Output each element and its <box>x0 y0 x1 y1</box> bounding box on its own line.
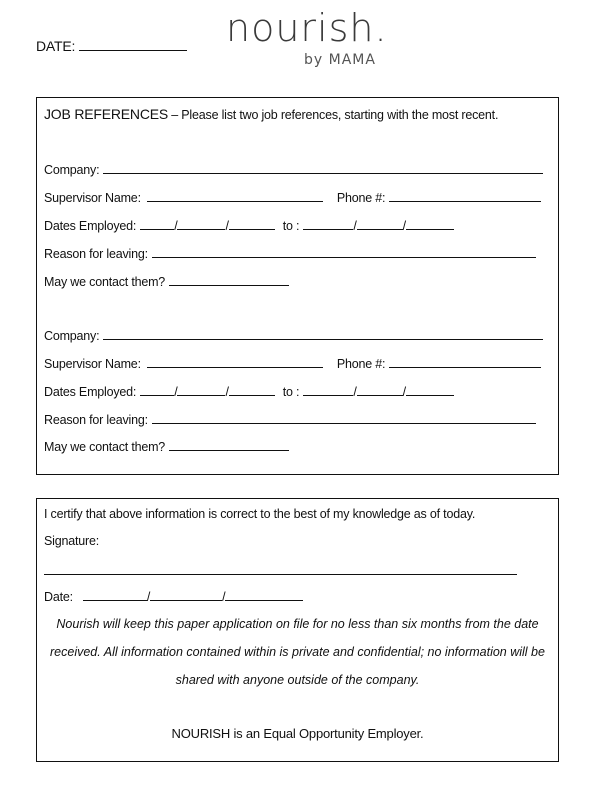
ref2-phone-field[interactable] <box>389 367 541 368</box>
ref2-supervisor-label: Supervisor Name: <box>44 357 141 371</box>
date-separator: / <box>353 385 357 399</box>
ref2-supervisor-row <box>44 357 541 371</box>
cert-date-day-field[interactable] <box>150 600 222 601</box>
date-separator: / <box>353 219 357 233</box>
ref1-phone-label: Phone #: <box>336 191 386 205</box>
ref1-end-month-field[interactable] <box>303 229 353 230</box>
ref1-company-row <box>44 163 543 177</box>
ref2-end-day-field[interactable] <box>357 395 403 396</box>
header-date-label: DATE: <box>36 38 76 54</box>
ref2-start-month-field[interactable] <box>140 395 174 396</box>
cert-date-year-field[interactable] <box>225 600 303 601</box>
ref2-supervisor-field[interactable] <box>147 367 323 368</box>
ref2-start-day-field[interactable] <box>177 395 225 396</box>
ref1-reason-row <box>44 247 536 261</box>
ref1-supervisor-row <box>44 191 541 205</box>
retention-note <box>36 610 559 694</box>
signature-label: Signature: <box>44 534 99 548</box>
ref1-contact-label: May we contact them? <box>44 275 166 289</box>
header-date-field[interactable] <box>79 50 187 51</box>
certification-statement: I certify that above information is correct to the best of my knowledge as of today. <box>44 507 476 521</box>
header-date <box>36 38 187 54</box>
ref1-contact-field[interactable] <box>169 285 289 286</box>
date-separator: / <box>174 219 178 233</box>
ref2-start-year-field[interactable] <box>229 395 275 396</box>
retention-note-line: received. All information contained within is private and confidential; no information will be <box>50 645 545 659</box>
ref2-to-label: to : <box>282 385 300 399</box>
ref1-reason-field[interactable] <box>152 257 536 258</box>
ref2-company-label: Company: <box>44 329 100 343</box>
signature-field[interactable] <box>44 574 517 575</box>
ref1-supervisor-field[interactable] <box>147 201 323 202</box>
ref1-phone-field[interactable] <box>389 201 541 202</box>
ref2-reason-row <box>44 413 536 427</box>
date-separator: / <box>225 219 229 233</box>
ref1-reason-label: Reason for leaving: <box>44 247 148 261</box>
logo-main-text: nourish. <box>226 6 388 50</box>
date-separator: / <box>174 385 178 399</box>
cert-date-month-field[interactable] <box>83 600 147 601</box>
ref1-end-day-field[interactable] <box>357 229 403 230</box>
ref2-end-month-field[interactable] <box>303 395 353 396</box>
ref1-company-label: Company: <box>44 163 100 177</box>
ref1-end-year-field[interactable] <box>406 229 454 230</box>
ref1-dates-label: Dates Employed: <box>44 219 137 233</box>
ref2-contact-label: May we contact them? <box>44 440 166 454</box>
references-title: JOB REFERENCES <box>44 106 168 122</box>
ref1-start-day-field[interactable] <box>177 229 225 230</box>
ref2-company-field[interactable] <box>103 339 543 340</box>
ref1-supervisor-label: Supervisor Name: <box>44 191 141 205</box>
cert-date-label: Date: <box>44 590 73 604</box>
ref2-dates-row <box>44 385 454 399</box>
eoe-statement: NOURISH is an Equal Opportunity Employer. <box>171 726 424 741</box>
date-separator: / <box>146 590 151 604</box>
ref1-company-field[interactable] <box>103 173 543 174</box>
ref1-start-month-field[interactable] <box>140 229 174 230</box>
date-separator: / <box>225 385 229 399</box>
logo <box>226 6 416 68</box>
ref2-contact-row <box>44 440 289 454</box>
references-instruction: – Please list two job references, starting with the most recent. <box>168 108 499 122</box>
ref2-dates-label: Dates Employed: <box>44 385 137 399</box>
date-separator: / <box>402 385 406 399</box>
ref2-company-row <box>44 329 543 343</box>
ref1-start-year-field[interactable] <box>229 229 275 230</box>
ref1-to-label: to : <box>282 219 300 233</box>
logo-sub-text: by MAMA <box>304 52 376 68</box>
ref2-contact-field[interactable] <box>169 450 289 451</box>
date-separator: / <box>222 590 226 604</box>
ref2-end-year-field[interactable] <box>406 395 454 396</box>
ref1-contact-row <box>44 275 289 289</box>
references-heading <box>44 106 498 122</box>
ref2-reason-field[interactable] <box>152 423 536 424</box>
retention-note-line: Nourish will keep this paper application on file for no less than six months from the date <box>56 617 539 631</box>
retention-note-line: shared with anyone outside of the company. <box>175 673 420 687</box>
ref2-phone-label: Phone #: <box>336 357 386 371</box>
ref1-dates-row <box>44 219 454 233</box>
date-separator: / <box>402 219 406 233</box>
ref2-reason-label: Reason for leaving: <box>44 413 148 427</box>
cert-date-row <box>44 590 303 604</box>
